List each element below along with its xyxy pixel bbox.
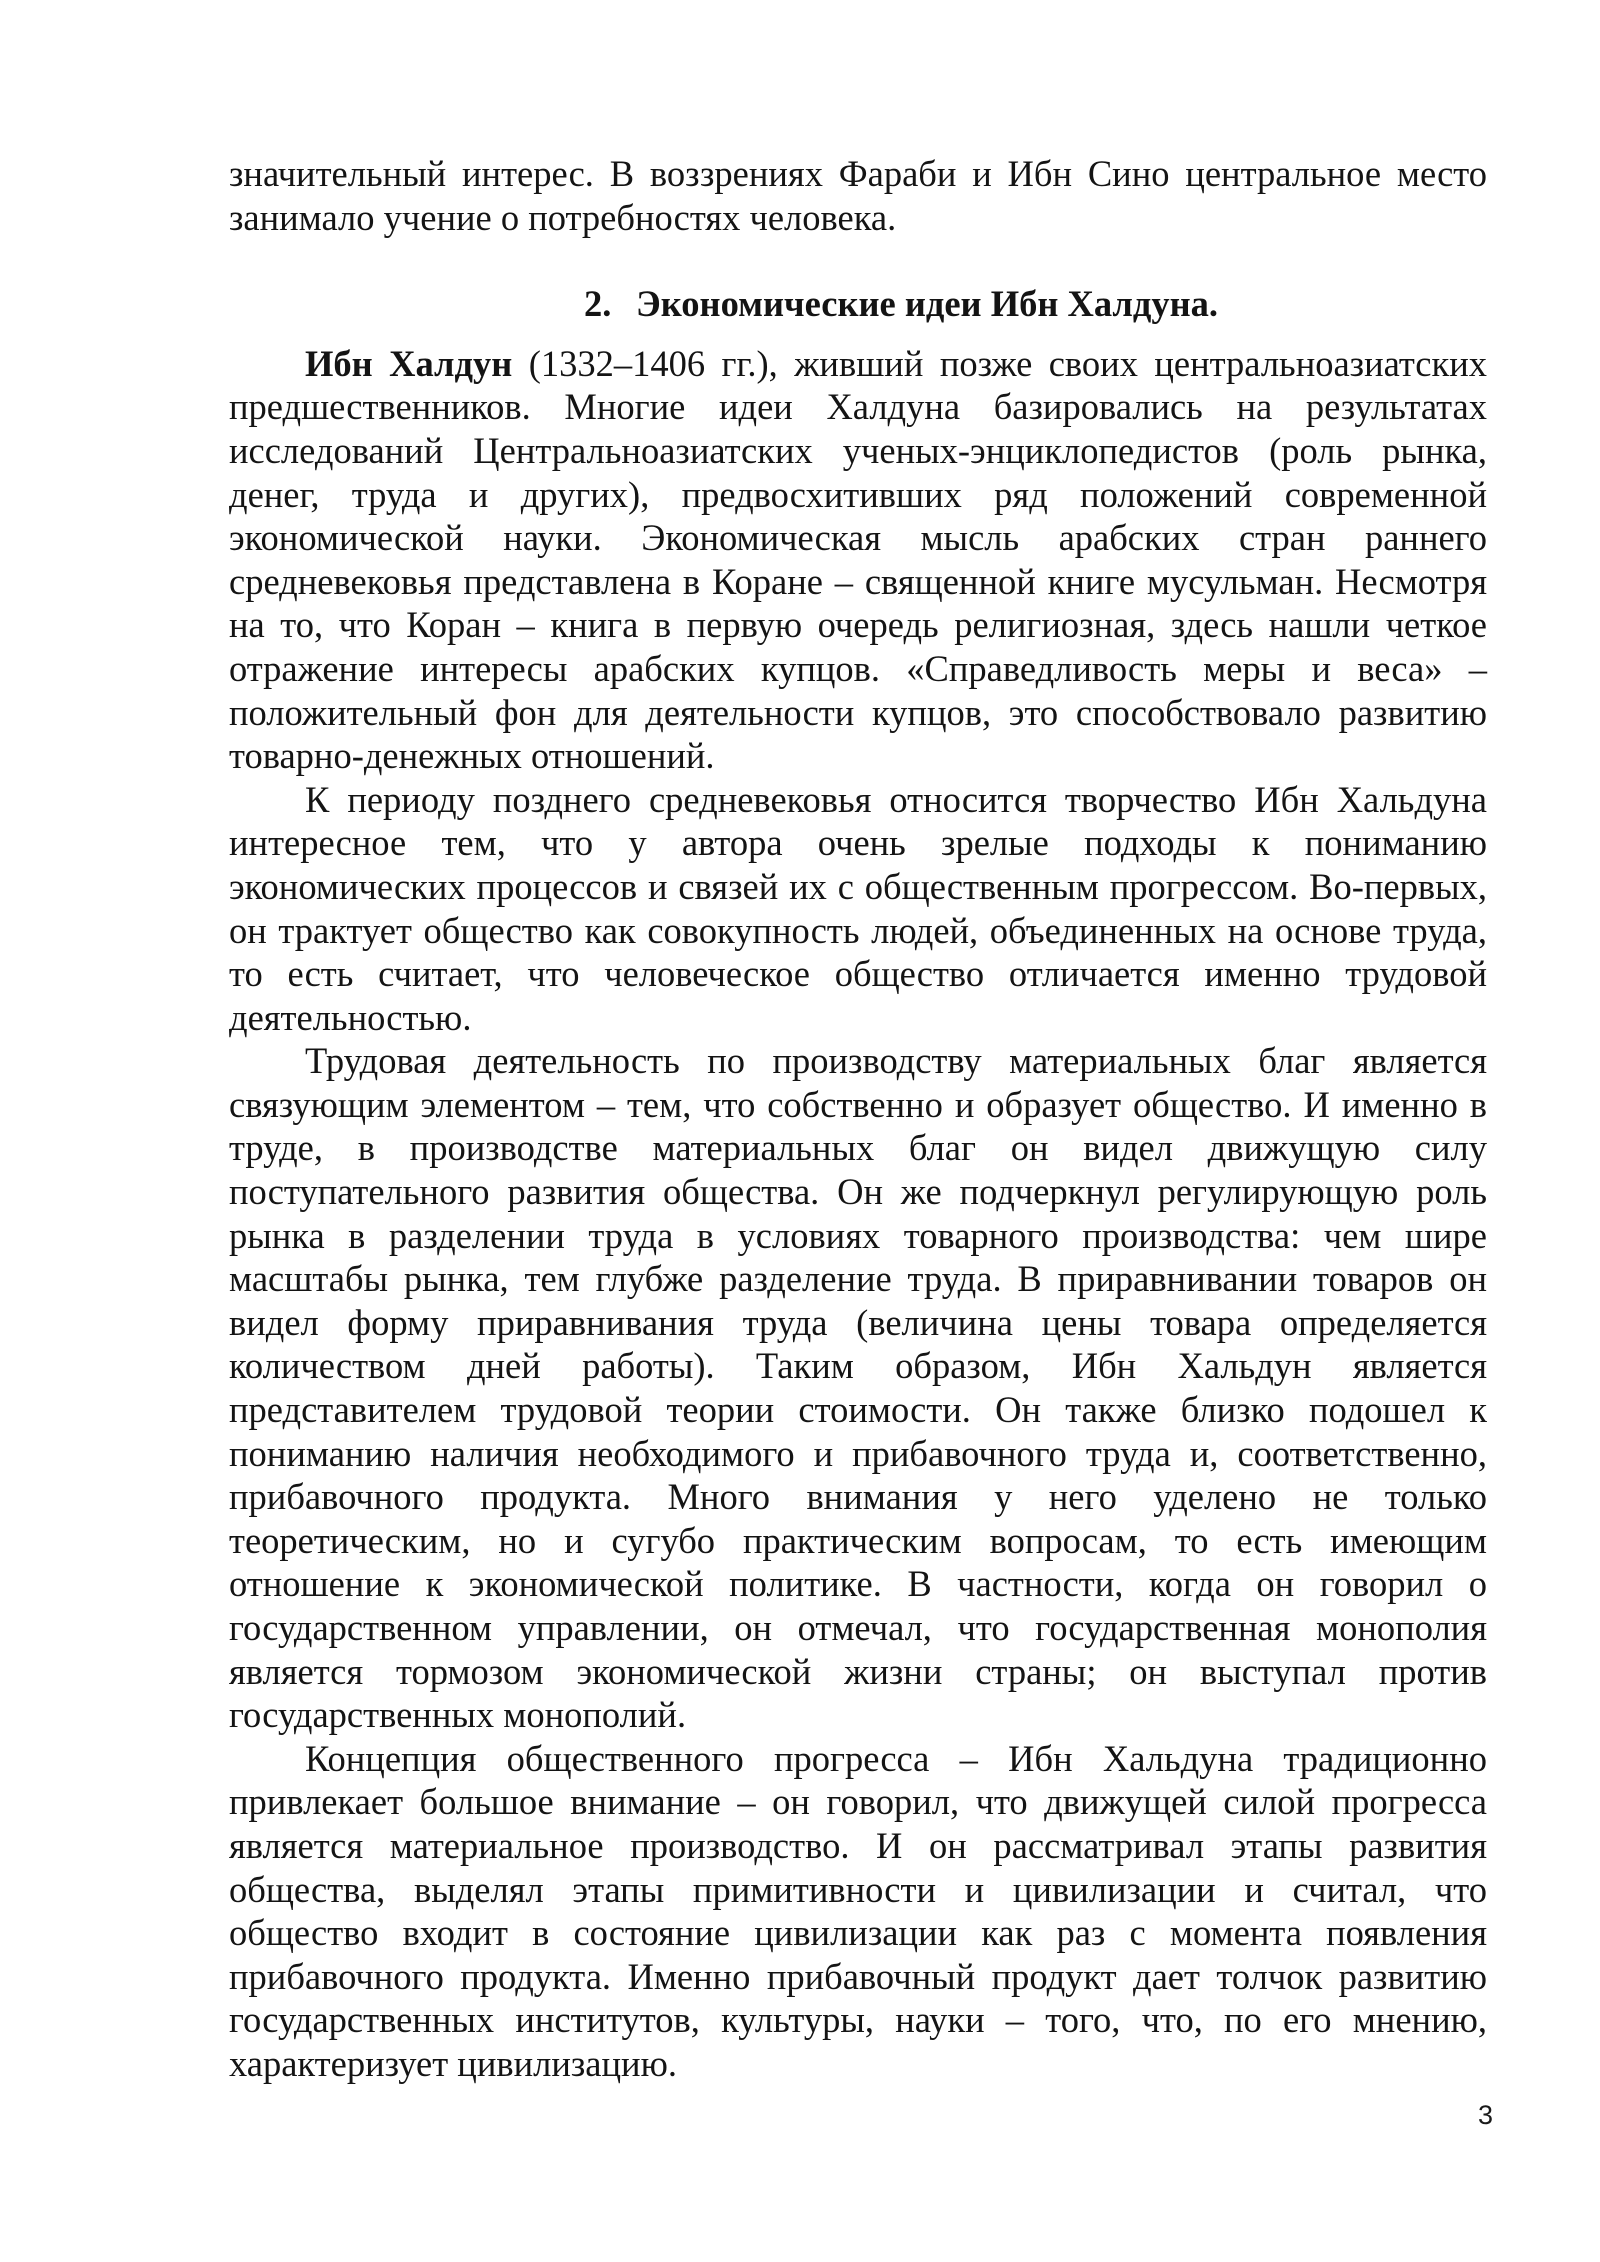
paragraph-1-text: (1332–1406 гг.), живший позже своих центральноазиатских предшественников. Многие идеи Халдуна базировались на результатах исследований Центральноазиатских ученых-энциклопедистов (роль рынка, денег, труда и других), предвосхитивших ряд положений современной экономической науки. Экономическая мысль арабских стран раннего средневековья представлена в Коране – священной книге мусульман. Несмотря на то, что Коран – книга в первую очередь религиозная, здесь нашли четкое отражение интересы арабских купцов. «Справедливость меры и веса» – положительный фон для деятельности купцов, это способствовало развитию товарно-денежных отношений. [229, 342, 1487, 777]
section-heading [229, 282, 1487, 326]
paragraph-2: К периоду позднего средневековья относится творчество Ибн Хальдуна интересное тем, что у автора очень зрелые подходы к пониманию экономических процессов и связей их с общественным прогрессом. Во-первых, он трактует общество как совокупность людей, объединенных на основе труда, то есть считает, что человеческое общество отличается именно трудовой деятельностью. [229, 778, 1487, 1038]
paragraph-3: Трудовая деятельность по производству материальных благ является связующим элементом – тем, что собственно и образует общество. И именно в труде, в производстве материальных благ он видел движущую силу поступательного развития общества. Он же подчеркнул регулирующую роль рынка в разделении труда в условиях товарного производства: чем шире масштабы рынка, тем глубже разделение труда. В приравнивании товаров он видел форму приравнивания труда (величина цены товара определяется количеством дней работы). Таким образом, Ибн Хальдун является представителем трудовой теории стоимости. Он также близко подошел к пониманию наличия необходимого и прибавочного труда и, соответственно, прибавочного продукта. Много внимания у него уделено не только теоретическим, но и сугубо практическим вопросам, то есть имеющим отношение к экономической политике. В частности, когда он говорил о государственном управлении, он отмечал, что государственная монополия является тормозом экономической жизни страны; он выступал против государственных монополий. [229, 1040, 1487, 1736]
section-title: Экономические идеи Ибн Халдуна. [636, 283, 1219, 325]
paragraph-4: Концепция общественного прогресса – Ибн Хальдуна традиционно привлекает большое внимание – он говорил, что движущей силой прогресса является материальное производство. И он рассматривал этапы развития общества, выделял этапы примитивности и цивилизации и считал, что общество входит в состояние цивилизации как раз с момента появления прибавочного продукта. Именно прибавочный продукт дает толчок развитию государственных институтов, культуры, науки – того, что, по его мнению, характеризует цивилизацию. [229, 1737, 1487, 2084]
intro-paragraph: значительный интерес. В воззрениях Фараби и Ибн Сино центральное место занимало учение о потребностях человека. [229, 153, 1487, 238]
section-number: 2. [584, 283, 612, 325]
document-body [229, 152, 1487, 2086]
page-number: 3 [1477, 2100, 1493, 2130]
paragraph-1-lead-name: Ибн Халдун [305, 342, 513, 384]
paragraph-1 [229, 342, 1487, 778]
